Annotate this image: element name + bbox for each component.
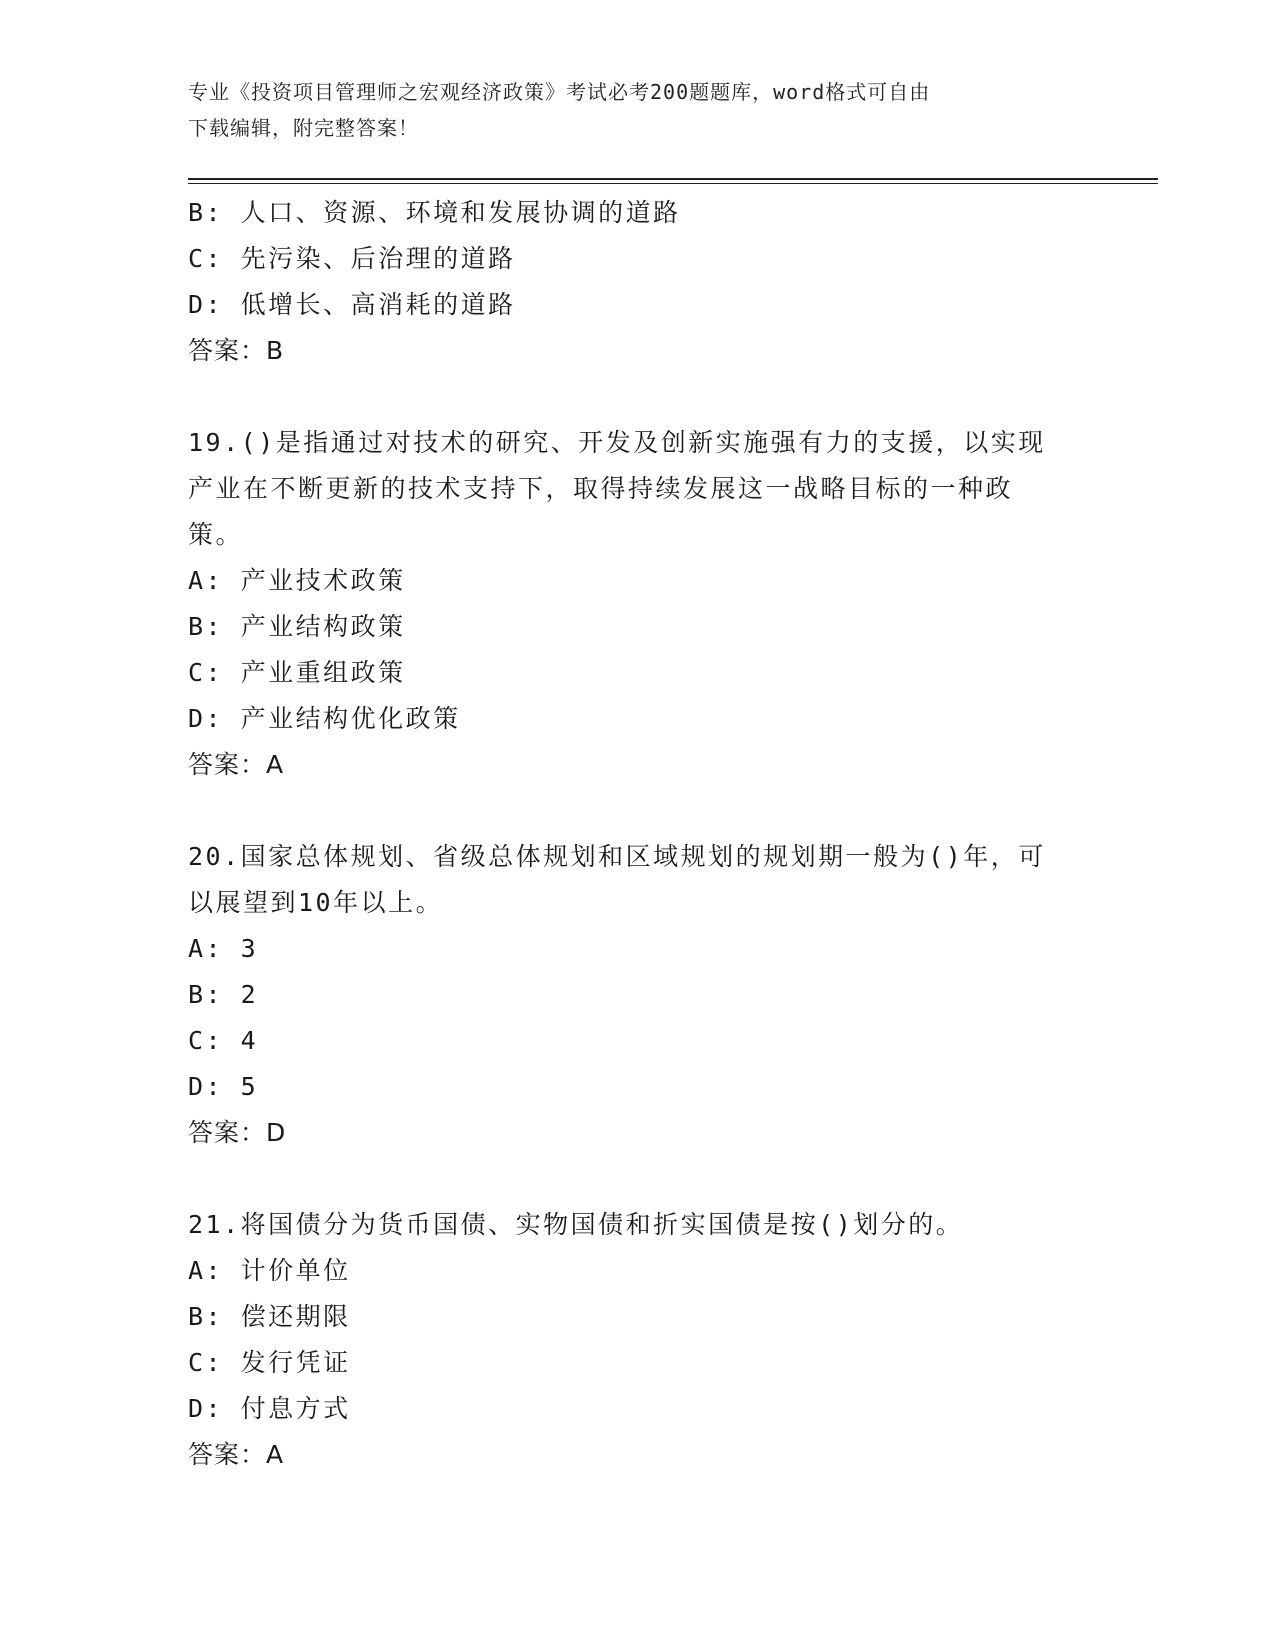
option-a: A: 计价单位 <box>188 1256 351 1285</box>
option-b: B: 2 <box>188 980 259 1009</box>
option-d: D: 产业结构优化政策 <box>188 704 461 733</box>
spacer <box>188 1156 1088 1202</box>
option-b: B: 偿还期限 <box>188 1302 351 1331</box>
question-21 <box>188 1202 1088 1478</box>
page-header <box>188 74 1088 146</box>
question-text-line: 策。 <box>188 520 244 549</box>
option-d: D: 付息方式 <box>188 1394 351 1423</box>
spacer <box>188 374 1088 420</box>
spacer <box>188 788 1088 834</box>
header-divider-thick <box>188 178 1158 180</box>
option-d: D: 低增长、高消耗的道路 <box>188 290 516 319</box>
header-divider-thin <box>188 183 1158 184</box>
question-text-line: 20.国家总体规划、省级总体规划和区域规划的规划期一般为()年，可 <box>188 842 1046 871</box>
question-text-line: 21.将国债分为货币国债、实物国债和折实国债是按()划分的。 <box>188 1210 964 1239</box>
question-text-line: 以展望到10年以上。 <box>188 888 444 917</box>
answer-line: 答案：B <box>188 336 285 365</box>
header-line-2: 下载编辑，附完整答案！ <box>188 116 419 140</box>
option-c: C: 产业重组政策 <box>188 658 406 687</box>
option-c: C: 先污染、后治理的道路 <box>188 244 516 273</box>
question-18-continued <box>188 190 1088 374</box>
option-b: B: 产业结构政策 <box>188 612 406 641</box>
answer-line: 答案：A <box>188 750 285 779</box>
header-line-1: 专业《投资项目管理师之宏观经济政策》考试必考200题题库，word格式可自由 <box>188 80 931 104</box>
question-text-line: 19.()是指通过对技术的研究、开发及创新实施强有力的支援，以实现 <box>188 428 1046 457</box>
question-20 <box>188 834 1088 1156</box>
option-a: A: 产业技术政策 <box>188 566 406 595</box>
answer-line: 答案：A <box>188 1440 285 1469</box>
question-19 <box>188 420 1088 788</box>
answer-line: 答案：D <box>188 1118 287 1147</box>
option-b: B: 人口、资源、环境和发展协调的道路 <box>188 198 681 227</box>
option-a: A: 3 <box>188 934 259 963</box>
question-list <box>188 190 1088 1478</box>
option-d: D: 5 <box>188 1072 259 1101</box>
option-c: C: 4 <box>188 1026 259 1055</box>
question-text-line: 产业在不断更新的技术支持下，取得持续发展这一战略目标的一种政 <box>188 474 1014 503</box>
option-c: C: 发行凭证 <box>188 1348 351 1377</box>
